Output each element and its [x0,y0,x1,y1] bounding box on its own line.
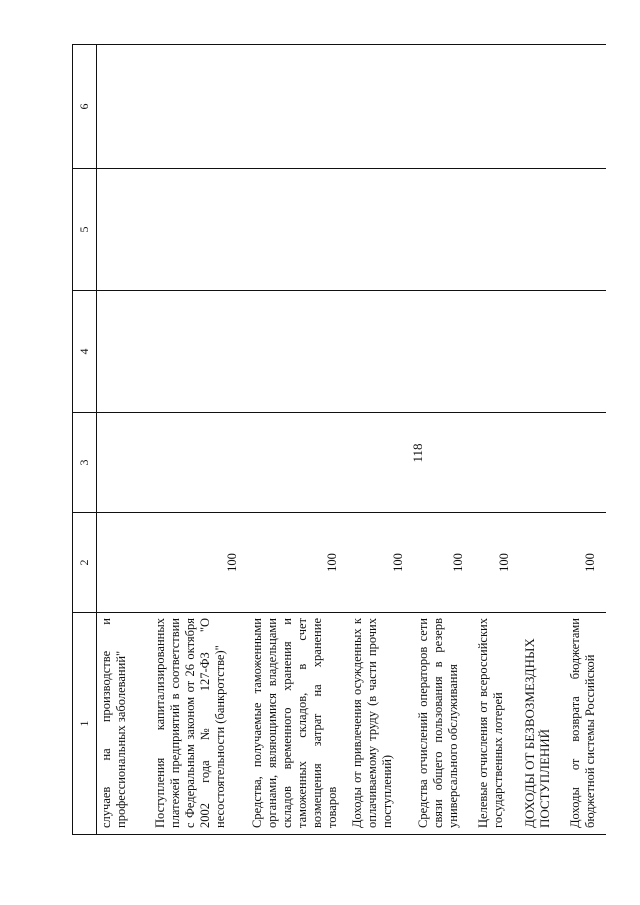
table-row [414,45,474,835]
empty-cell [97,45,151,169]
empty-cell [474,169,520,291]
empty-cell [151,291,248,413]
row-value: 100 [348,513,414,613]
row-description: Средства отчислений операторов сети связи общего пользования в резерв универсального обслуживания [414,613,474,835]
empty-cell [97,169,151,291]
empty-cell [348,45,414,169]
table-row [520,45,566,835]
row-value: 100 [566,513,606,613]
empty-cell [248,45,348,169]
empty-cell [520,291,566,413]
empty-cell [520,413,566,513]
table-row [474,45,520,835]
table-header-row [73,45,97,835]
row-value [97,513,151,613]
row-description: Поступления капитализированных платежей предприятий в соответствии с Федеральным законом от 26 октября 2002 года № 127-ФЗ "О несостоятельности (банкротстве)" [151,613,248,835]
column-header: 4 [73,291,97,413]
empty-cell [520,45,566,169]
empty-cell [151,169,248,291]
empty-cell [566,45,606,169]
empty-cell [566,413,606,513]
table-row [566,45,606,835]
table-row [151,45,248,835]
empty-cell [348,413,414,513]
empty-cell [97,413,151,513]
row-value [520,513,566,613]
empty-cell [474,45,520,169]
empty-cell [248,169,348,291]
row-value: 100 [248,513,348,613]
column-header: 5 [73,169,97,291]
table-row [248,45,348,835]
row-description: Доходы от возврата бюджетами бюджетной системы Российской [566,613,606,835]
empty-cell [566,291,606,413]
column-header: 1 [73,613,97,835]
empty-cell [348,169,414,291]
empty-cell [97,291,151,413]
row-description: Доходы от привлечения осужденных к оплачиваемому труду (в части прочих поступлений) [348,613,414,835]
empty-cell [414,45,474,169]
empty-cell [474,291,520,413]
row-description: Средства, получаемые таможенными органами, являющимися владельцами складов временного хранения и таможенных складов, в счет возмещения затрат на хранение товаров [248,613,348,835]
empty-cell [248,291,348,413]
column-header: 2 [73,513,97,613]
row-value: 100 [151,513,248,613]
empty-cell [520,169,566,291]
empty-cell [414,169,474,291]
empty-cell [151,413,248,513]
budget-income-table [72,44,606,835]
section-heading: ДОХОДЫ ОТ БЕЗВОЗМЕЗДНЫХ ПОСТУПЛЕНИЙ [520,613,566,835]
rotated-page-content [72,45,597,835]
column-header: 6 [73,45,97,169]
empty-cell [566,169,606,291]
empty-cell [414,413,474,513]
row-value: 100 [474,513,520,613]
page-number: 118 [410,443,425,463]
row-description: случаев на производстве и профессиональных заболеваний" [97,613,151,835]
table-row [348,45,414,835]
empty-cell [151,45,248,169]
empty-cell [248,413,348,513]
row-value: 100 [414,513,474,613]
empty-cell [474,413,520,513]
empty-cell [348,291,414,413]
empty-cell [414,291,474,413]
row-description: Целевые отчисления от всероссийских государственных лотерей [474,613,520,835]
column-header: 3 [73,413,97,513]
table-row [97,45,151,835]
